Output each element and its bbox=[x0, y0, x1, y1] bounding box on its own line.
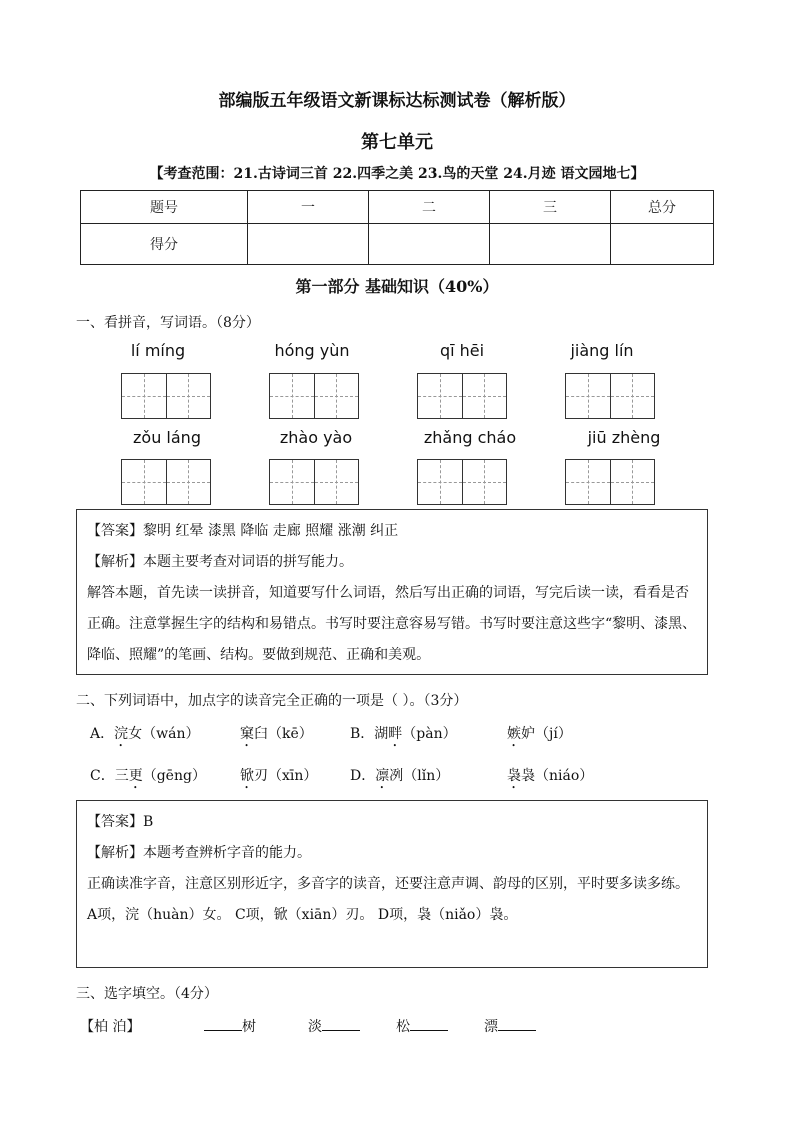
pinyin-label: hóng yùn bbox=[274, 341, 350, 360]
score-header-cell: 二 bbox=[369, 191, 490, 224]
option-c-word-2: 锨刃（xīn） bbox=[240, 768, 318, 784]
writing-grid[interactable] bbox=[121, 373, 211, 419]
option-c[interactable]: C．三更（gēng） bbox=[90, 768, 206, 784]
writing-grid[interactable] bbox=[269, 459, 359, 505]
answer-text: 【答案】B bbox=[87, 814, 154, 830]
fill-item[interactable]: 树 bbox=[204, 1016, 256, 1036]
option-b-word-2: 嫉妒（jí） bbox=[507, 726, 572, 742]
score-header-cell: 一 bbox=[248, 191, 369, 224]
score-header-cell: 总分 bbox=[611, 191, 714, 224]
blank-line[interactable] bbox=[322, 1016, 360, 1031]
pinyin-label: zhào yào bbox=[279, 428, 353, 447]
score-header-cell: 三 bbox=[490, 191, 611, 224]
blank-line[interactable] bbox=[498, 1016, 536, 1031]
answer-text: 【答案】黎明 红晕 漆黑 降临 走廊 照耀 涨潮 纠正 bbox=[87, 523, 399, 539]
answer-box bbox=[76, 509, 708, 675]
score-cell[interactable] bbox=[611, 224, 714, 265]
explanation-text: 解答本题，首先读一读拼音，知道要写什么词语，然后写出正确的词语，写完后读一读，看看是否正确。注意掌握生字的结构和易错点。书写时要注意容易写错。书写时要注意这些字“黎明、漆黑、降临、照耀”的笔画、结构。要做到规范、正确和美观。 bbox=[87, 585, 697, 663]
fill-item[interactable]: 松 bbox=[396, 1016, 448, 1036]
score-header-cell: 题号 bbox=[81, 191, 248, 224]
pinyin-label: jiàng lín bbox=[570, 341, 634, 360]
score-cell[interactable] bbox=[369, 224, 490, 265]
paper-title: 部编版五年级语文新课标达标测试卷（解析版） bbox=[218, 91, 576, 111]
pinyin-label: qī hēi bbox=[439, 341, 485, 360]
answer-box bbox=[76, 800, 708, 968]
writing-grid[interactable] bbox=[269, 373, 359, 419]
blank-line[interactable] bbox=[204, 1016, 242, 1031]
detail-text: A项，浣（huàn）女。 C项，锨（xiān）刃。 D项，袅（niǎo）袅。 bbox=[87, 907, 518, 923]
score-row-label: 得分 bbox=[81, 224, 248, 265]
pinyin-label: lí míng bbox=[130, 341, 186, 360]
writing-grid[interactable] bbox=[565, 459, 655, 505]
pinyin-label: zhǎng cháo bbox=[423, 428, 517, 447]
option-a[interactable]: A．浣女（wán） bbox=[90, 726, 200, 742]
char-choices: 【柏 泊】 bbox=[80, 1019, 141, 1035]
fill-item[interactable]: 漂 bbox=[484, 1016, 536, 1036]
score-table bbox=[80, 190, 714, 265]
question-heading: 二、下列词语中，加点字的读音完全正确的一项是（ ）。（3分） bbox=[76, 693, 468, 709]
score-cell[interactable] bbox=[248, 224, 369, 265]
question-heading: 三、选字填空。（4分） bbox=[76, 986, 218, 1002]
part-title: 第一部分 基础知识（40%） bbox=[295, 277, 499, 296]
blank-line[interactable] bbox=[410, 1016, 448, 1031]
analysis-text: 【解析】本题考查辨析字音的能力。 bbox=[87, 845, 311, 861]
pinyin-label: zǒu láng bbox=[133, 428, 201, 447]
option-b[interactable]: B．湖畔（pàn） bbox=[350, 726, 457, 742]
writing-grid[interactable] bbox=[417, 459, 507, 505]
exam-scope: 【考查范围：21.古诗词三首 22.四季之美 23.鸟的天堂 24.月迹 语文园地七】 bbox=[149, 166, 645, 182]
option-d[interactable]: D．凛冽（lǐn） bbox=[350, 768, 450, 784]
pinyin-label: jiū zhèng bbox=[587, 428, 661, 447]
fill-item[interactable]: 淡 bbox=[308, 1016, 360, 1036]
writing-grid[interactable] bbox=[417, 373, 507, 419]
score-cell[interactable] bbox=[490, 224, 611, 265]
writing-grid[interactable] bbox=[565, 373, 655, 419]
option-d-word-2: 袅袅（niáo） bbox=[507, 768, 594, 784]
writing-grid[interactable] bbox=[121, 459, 211, 505]
option-a-word-2: 窠臼（kē） bbox=[240, 726, 313, 742]
explanation-text: 正确读准字音，注意区别形近字，多音字的读音，还要注意声调、韵母的区别，平时要多读多练。 bbox=[87, 876, 689, 892]
unit-title: 第七单元 bbox=[361, 132, 433, 153]
analysis-text: 【解析】本题主要考查对词语的拼写能力。 bbox=[87, 554, 353, 570]
question-heading: 一、看拼音，写词语。（8分） bbox=[76, 315, 260, 331]
